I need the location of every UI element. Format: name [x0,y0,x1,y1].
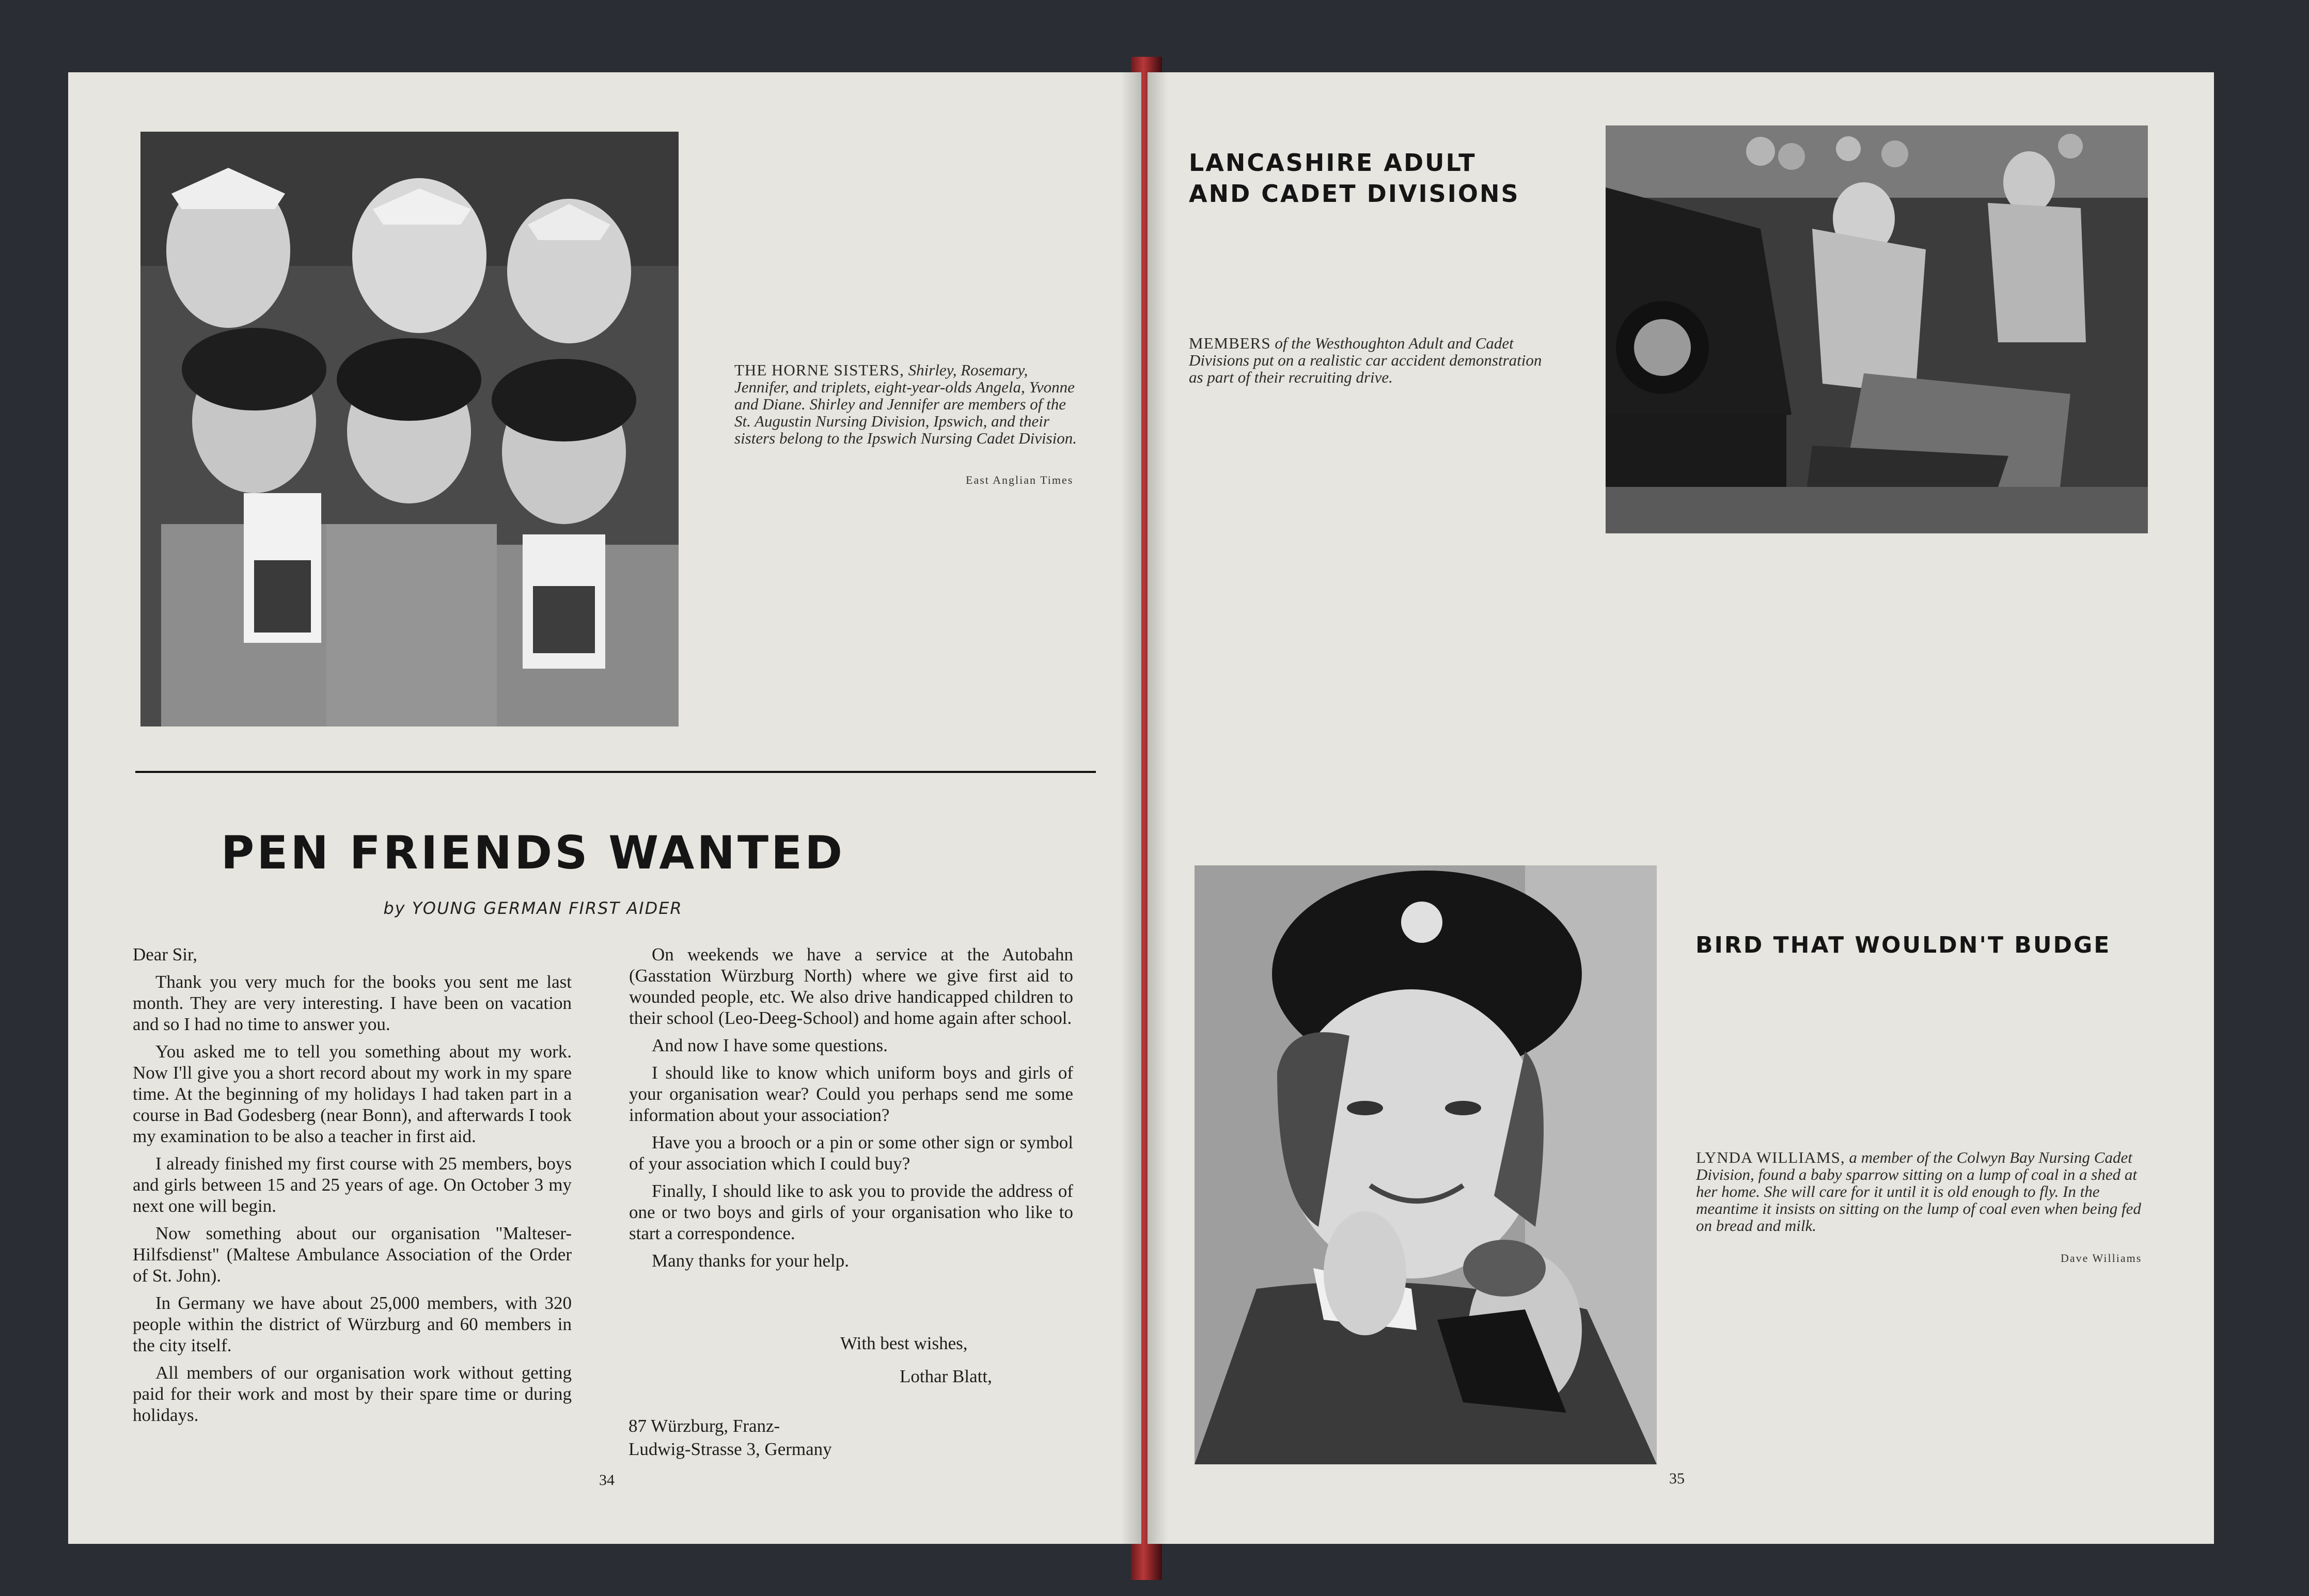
closing: With best wishes, [840,1333,968,1353]
article-title: PEN FRIENDS WANTED [221,826,845,879]
signature: Lothar Blatt, [900,1366,992,1386]
bird-heading: BIRD THAT WOULDN'T BUDGE [1695,932,2111,958]
lancashire-heading [1189,147,1520,209]
salutation: Dear Sir, [133,944,197,965]
horne-sisters-caption [734,361,1086,447]
paragraph: Thank you very much for the books you sent me last month. They are very interesting. I have been on vacation and so I had no time to answer you. [133,972,572,1034]
caption-text: of the Westhoughton Adult and Cadet Divisions put on a realistic car accident demonstration as part of their recruiting drive. [1189,334,1542,386]
page-number: 34 [599,1472,615,1489]
paragraph: Have you a brooch or a pin or some other sign or symbol of your association which I could buy? [629,1132,1073,1174]
paragraph: In Germany we have about 25,000 members, with 320 people within the district of Würzburg and 60 members in the city itself. [133,1293,572,1355]
page-number: 35 [1669,1470,1685,1487]
heading-line: LANCASHIRE ADULT [1189,149,1476,177]
caption-lead: THE HORNE SISTERS, [734,361,904,379]
paragraph: I already finished my first course with 25 members, boys and girls between 15 and 25 years of age. On October 3 my next one will begin. [133,1153,572,1216]
section-rule [135,771,1096,773]
photo-credit: East Anglian Times [966,473,1074,486]
caption-text: Shirley, Rosemary, Jennifer, and triplets, eight-year-olds Angela, Yvonne and Diane. Shirley and Jennifer are members of the St. Augustin Nursing Division, Ipswich, and their sisters belong to the Ipswich Nursing Cadet Division. [734,361,1077,447]
accident-demo-caption [1189,335,1550,386]
lynda-williams-caption [1696,1149,2150,1234]
paragraph: Now something about our organisation "Malteser-Hilfsdienst" (Maltese Ambulance Association of the Order of St. John). [133,1223,572,1286]
lynda-williams-sparrow-photo [1195,865,1657,1464]
caption-text: a member of the Colwyn Bay Nursing Cadet Division, found a baby sparrow sitting on a lump of coal in a shed at her home. She will care for it until it is old enough to fly. In the meantime it insists on sitting on the lump of coal even when being fed on bread and milk. [1696,1148,2141,1235]
caption-lead: MEMBERS [1189,334,1271,352]
photo-credit: Dave Williams [2061,1252,2142,1265]
right-page [1148,72,2214,1544]
caption-lead: LYNDA WILLIAMS, [1696,1148,1845,1166]
paragraph: Finally, I should like to ask you to provide the address of one or two boys and girls of your organisation who like to start a correspondence. [629,1181,1073,1243]
paragraph: Many thanks for your help. [652,1251,850,1271]
paragraph: All members of our organisation work without getting paid for their work and most by their spare time or during holidays. [133,1363,572,1425]
heading-line: AND CADET DIVISIONS [1189,180,1520,208]
paragraph: You asked me to tell you something about my work. Now I'll give you a short record about my work in my spare time. At the beginning of my holidays I had taken part in a course in Bad Godesberg (near Bonn), and afterwards I took my examination to be also a teacher in first aid. [133,1041,572,1146]
left-page [68,72,1141,1544]
car-accident-demo-photo [1606,125,2148,533]
article-column-right [629,944,1073,1277]
horne-sisters-photo [140,132,679,726]
article-column-left [133,944,572,1432]
article-byline: by YOUNG GERMAN FIRST AIDER [383,898,683,918]
address-line: 87 Würzburg, Franz- [629,1416,780,1436]
paragraph: On weekends we have a service at the Autobahn (Gasstation Würzburg North) where we give first aid to wounded people, etc. We also drive handicapped children to their school (Leo-Deeg-School) and home again after school. [629,944,1073,1028]
address-line: Ludwig-Strasse 3, Germany [629,1439,832,1459]
paragraph: And now I have some questions. [652,1035,888,1055]
paragraph: I should like to know which uniform boys and girls of your organisation wear? Could you perhaps send me some information about your association? [629,1063,1073,1125]
